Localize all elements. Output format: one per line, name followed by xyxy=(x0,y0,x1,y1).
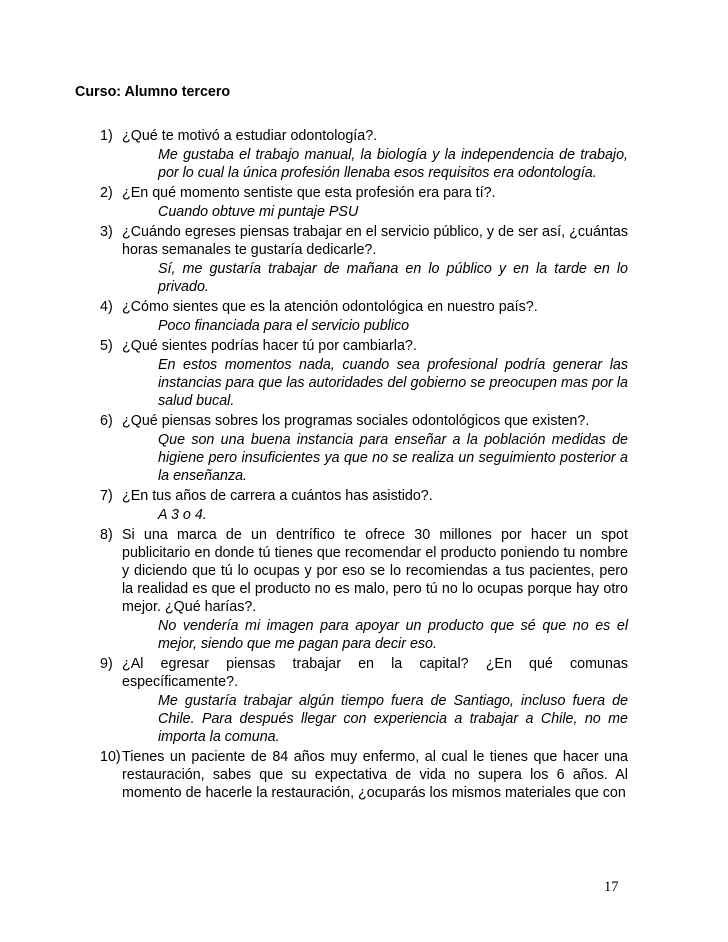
answer-text: No vendería mi imagen para apoyar un producto que sé que no es el mejor, siendo que me pagan para decir eso. xyxy=(158,618,628,652)
question-text: ¿Qué te motivó a estudiar odontología?. xyxy=(122,128,378,144)
question-text: ¿En qué momento sentiste que esta profesión era para tí?. xyxy=(122,185,496,201)
question-4 xyxy=(100,298,628,335)
question-text-line-1: ¿Al egresar piensas trabajar en la capital? ¿En qué comunas xyxy=(122,656,628,672)
question-text: ¿Cuándo egreses piensas trabajar en el servicio público, y de ser así, ¿cuántas horas semanales te gustaría dedicarle?. xyxy=(122,224,628,258)
question-number: 9) xyxy=(100,656,113,672)
question-text: Si una marca de un dentrífico te ofrece 30 millones por hacer un spot publicitario en donde tú tienes que recomendar el producto poniendo tu nombre y diciendo que tú lo ocupas y por eso se lo recomiendas a tus pacientes, pero la realidad es que el producto no es malo, pero tú no lo ocupas porque hay otro mejor. ¿Qué harías?. xyxy=(122,527,628,615)
page-number: 17 xyxy=(604,879,619,895)
question-text: Tienes un paciente de 84 años muy enfermo, al cual le tienes que hacer una restauración, sabes que su expectativa de vida no supera los 6 años. Al momento de hacerle la restauración, ¿ocuparás los mismos materiales que con xyxy=(122,749,628,801)
question-6 xyxy=(100,412,628,485)
question-text: ¿Qué sientes podrías hacer tú por cambiarla?. xyxy=(122,338,417,354)
question-3 xyxy=(100,223,628,296)
answer-text: A 3 o 4. xyxy=(158,507,207,523)
question-number: 3) xyxy=(100,224,113,240)
answer-text: Poco financiada para el servicio publico xyxy=(158,318,410,334)
question-number: 2) xyxy=(100,185,113,201)
answer-text: Que son una buena instancia para enseñar a la población medidas de higiene pero insuficientes ya que no se realiza un seguimiento posterior a la enseñanza. xyxy=(158,432,628,484)
question-number: 8) xyxy=(100,527,113,543)
question-10 xyxy=(100,748,628,802)
question-text: ¿En tus años de carrera a cuántos has asistido?. xyxy=(122,488,433,504)
question-7 xyxy=(100,487,628,524)
answer-text: Sí, me gustaría trabajar de mañana en lo público y en la tarde en lo privado. xyxy=(158,261,628,295)
question-text: ¿Qué piensas sobres los programas sociales odontológicos que existen?. xyxy=(122,413,590,429)
question-number: 10) xyxy=(100,749,121,765)
question-1 xyxy=(100,127,628,182)
question-number: 4) xyxy=(100,299,113,315)
course-heading: Curso: Alumno tercero xyxy=(75,84,231,100)
answer-text: Me gustaría trabajar algún tiempo fuera de Santiago, incluso fuera de Chile. Para después llegar con experiencia a trabajar a Chile, no me importa la comuna. xyxy=(158,693,628,745)
answer-text: Me gustaba el trabajo manual, la biología y la independencia de trabajo, por lo cual la única profesión llenaba esos requisitos era odontología. xyxy=(158,147,628,181)
question-9 xyxy=(100,655,628,746)
question-8 xyxy=(100,526,628,653)
question-number: 7) xyxy=(100,488,113,504)
question-2 xyxy=(100,184,628,221)
question-text-line-2: específicamente?. xyxy=(122,674,239,690)
question-list xyxy=(100,127,628,804)
question-text: ¿Cómo sientes que es la atención odontológica en nuestro país?. xyxy=(122,299,538,315)
question-text xyxy=(122,655,628,691)
question-5 xyxy=(100,337,628,410)
answer-text: Cuando obtuve mi puntaje PSU xyxy=(158,204,359,220)
question-number: 6) xyxy=(100,413,113,429)
question-number: 5) xyxy=(100,338,113,354)
answer-text: En estos momentos nada, cuando sea profesional podría generar las instancias para que las autoridades del gobierno se preocupen mas por la salud bucal. xyxy=(158,357,628,409)
question-number: 1) xyxy=(100,128,113,144)
